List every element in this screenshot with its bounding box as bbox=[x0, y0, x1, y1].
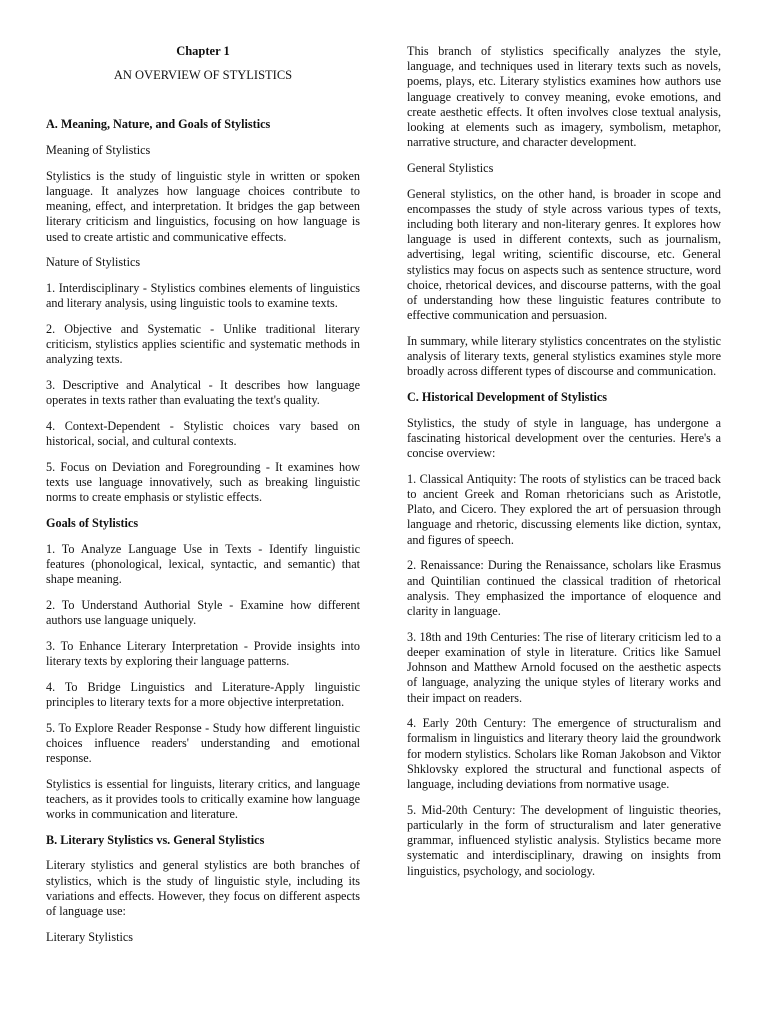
history-item: 5. Mid-20th Century: The development of linguistic theories, particularly in the form of structuralism and later generative grammar, influenced stylistic analysis. Stylistics became more systematic and interdisciplinary, drawing on insights from linguistics, psychology, and sociology. bbox=[407, 802, 721, 878]
page-title: AN OVERVIEW OF STYLISTICS bbox=[113, 68, 293, 83]
general-stylistics-heading: General Stylistics bbox=[407, 160, 494, 175]
goals-item: 5. To Explore Reader Response - Study how different linguistic choices influence readers' understanding and emotional response. bbox=[46, 720, 360, 765]
goals-summary: Stylistics is essential for linguists, literary critics, and language teachers, as it provides tools to critically examine how language works in communication and literature. bbox=[46, 776, 360, 822]
section-c-heading: C. Historical Development of Stylistics bbox=[407, 390, 608, 405]
nature-item: 3. Descriptive and Analytical - It describes how language operates in texts rather than evaluating the text's quality. bbox=[46, 378, 360, 408]
right-column bbox=[407, 44, 721, 889]
summary-paragraph: In summary, while literary stylistics concentrates on the stylistic analysis of literary texts, general stylistics examines style more broadly across different types of discourse and communication. bbox=[407, 333, 721, 379]
left-column bbox=[46, 44, 360, 955]
history-item: 3. 18th and 19th Centuries: The rise of literary criticism led to a deeper examination of style in literature. Critics like Samuel Johnson and Matthew Arnold focused on the aesthetic aspects of language, analyzing the unique styles of literary works and their impact on readers. bbox=[407, 629, 721, 705]
chapter-label: Chapter 1 bbox=[176, 44, 230, 58]
goals-heading: Goals of Stylistics bbox=[46, 515, 139, 530]
nature-item: 2. Objective and Systematic - Unlike traditional literary criticism, stylistics applies scientific and systematic methods in analyzing texts. bbox=[46, 321, 360, 367]
general-stylistics-paragraph: General stylistics, on the other hand, is broader in scope and encompasses the study of style across various types of texts, including both literary and non-literary genres. It explores how language is used in different contexts, such as journalism, advertising, legal writing, scientific discourse, etc. General stylistics may focus on aspects such as sentence structure, word choice, rhetorical devices, and discourse patterns, with the goal of understanding how these linguistic features contribute to effective communication and persuasion. bbox=[407, 186, 721, 323]
goals-item: 2. To Understand Authorial Style - Examine how different authors use language uniquely. bbox=[46, 597, 360, 627]
section-b-intro: Literary stylistics and general stylistics are both branches of stylistics, which is the study of linguistic style, including its variations and effects. However, they focus on different aspects of language use: bbox=[46, 858, 360, 919]
nature-item: 4. Context-Dependent - Stylistic choices vary based on historical, social, and cultural contexts. bbox=[46, 418, 360, 449]
section-a-heading: A. Meaning, Nature, and Goals of Stylistics bbox=[46, 117, 271, 132]
nature-item: 5. Focus on Deviation and Foregrounding - It examines how texts use language innovatively, such as breaking linguistic norms to create emphasis or stylistic effects. bbox=[46, 459, 360, 505]
goals-item: 3. To Enhance Literary Interpretation - Provide insights into literary texts by exploring their language patterns. bbox=[46, 638, 360, 668]
goals-item: 4. To Bridge Linguistics and Literature-Apply linguistic principles to literary texts for a more objective interpretation. bbox=[46, 679, 360, 709]
goals-item: 1. To Analyze Language Use in Texts - Identify linguistic features (phonological, lexical, syntactic, and semantic) that shape meaning. bbox=[46, 541, 360, 587]
meaning-paragraph: Stylistics is the study of linguistic style in written or spoken language. It analyzes how language choices contribute to meaning, effect, and interpretation. It bridges the gap between literary criticism and linguistics, focusing on how language is used to create artistic and communicative effects. bbox=[46, 168, 360, 244]
meaning-heading: Meaning of Stylistics bbox=[46, 143, 151, 158]
section-b-heading: B. Literary Stylistics vs. General Stylistics bbox=[46, 832, 265, 847]
history-item: 4. Early 20th Century: The emergence of structuralism and formalism in linguistics and literary theory laid the groundwork for modern stylistics. Scholars like Roman Jakobson and Viktor Shklovsky explored the structural and functional aspects of language, including deviations from normative usage. bbox=[407, 716, 721, 792]
section-c-intro: Stylistics, the study of style in language, has undergone a fascinating historical development over the centuries. Here's a concise overview: bbox=[407, 415, 721, 461]
literary-stylistics-paragraph: This branch of stylistics specifically analyzes the style, language, and techniques used in literary texts such as novels, poems, plays, etc. Literary stylistics examines how authors use language creatively to convey meaning, evoke emotions, and create aesthetic effects. It often involves close textual analysis, looking at elements such as imagery, symbolism, metaphor, narrative structure, and character development. bbox=[407, 44, 721, 150]
literary-stylistics-heading: Literary Stylistics bbox=[46, 929, 133, 944]
history-item: 1. Classical Antiquity: The roots of stylistics can be traced back to ancient Greek and Roman rhetoricians such as Aristotle, Plato, and Cicero. They explored the art of persuasion through language and rhetoric, discussing elements like diction, syntax, and figures of speech. bbox=[407, 471, 721, 547]
nature-item: 1. Interdisciplinary - Stylistics combines elements of linguistics and literary analysis, using linguistic tools to examine texts. bbox=[46, 281, 360, 311]
history-item: 2. Renaissance: During the Renaissance, scholars like Erasmus and Quintilian continued the classical tradition of rhetorical analysis. They emphasized the importance of eloquence and clarity in language. bbox=[407, 558, 721, 618]
nature-heading: Nature of Stylistics bbox=[46, 255, 141, 270]
